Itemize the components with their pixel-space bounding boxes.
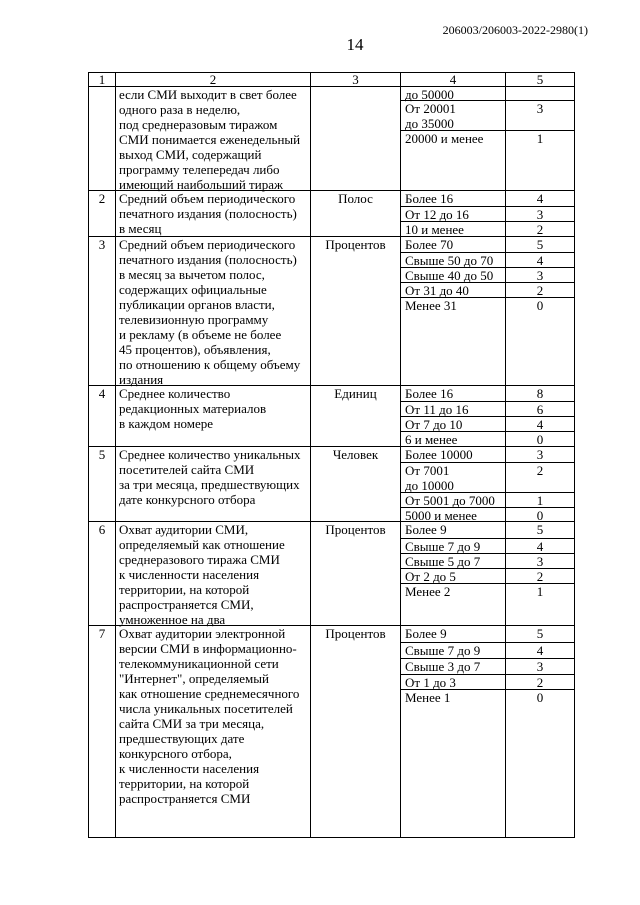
range-text: Свыше 7 до 9 xyxy=(401,643,505,659)
score-value: 3 xyxy=(506,207,574,222)
score-column xyxy=(506,626,574,837)
score-column xyxy=(506,447,574,521)
range-text: Более 9 xyxy=(401,626,505,643)
range-text: Менее 1 xyxy=(405,690,451,705)
score-value: 0 xyxy=(536,298,544,313)
table-row xyxy=(89,522,574,626)
score-value: 5 xyxy=(506,626,574,643)
score-value: 1 xyxy=(536,131,544,146)
row-number: 6 xyxy=(89,522,116,625)
table-header-row xyxy=(89,73,574,87)
row-number: 7 xyxy=(89,626,116,837)
range-text: От 1 до 3 xyxy=(401,675,505,690)
range-column xyxy=(401,626,506,837)
score-value: 4 xyxy=(506,643,574,659)
row-number: 3 xyxy=(89,237,116,385)
score-value: 1 xyxy=(536,584,544,599)
score-value: 4 xyxy=(506,191,574,207)
range-text: 10 и менее xyxy=(405,222,464,237)
score-value: 0 xyxy=(536,690,544,705)
unit-text: Процентов xyxy=(311,237,401,385)
criterion-text: Охват аудитории СМИ, определяемый как отношение среднеразового тиража СМИ к численности населения территории, на которой распространяется СМИ, умноженное на два xyxy=(116,522,311,625)
range-text: Более 9 xyxy=(401,522,505,539)
range-text: Менее 2 xyxy=(405,584,451,599)
range-column xyxy=(401,87,506,190)
table-row xyxy=(89,626,574,838)
score-value: 0 xyxy=(536,508,544,523)
range-column xyxy=(401,191,506,236)
table-row xyxy=(89,237,574,386)
score-value: 3 xyxy=(506,268,574,283)
column-5-header: 5 xyxy=(536,72,544,87)
unit-text: Процентов xyxy=(311,522,401,625)
range-text: От 7001 до 10000 xyxy=(401,463,505,493)
range-text: Свыше 50 до 70 xyxy=(401,253,505,268)
range-text: От 7 до 10 xyxy=(401,417,505,432)
unit-text xyxy=(311,87,401,190)
score-value: 3 xyxy=(506,554,574,569)
criteria-table xyxy=(88,72,575,838)
score-value: 4 xyxy=(506,417,574,432)
criterion-text: Охват аудитории электронной версии СМИ в информационно- телекоммуникационной сети "Интернет", определяемый как отношение среднемесячного числа уникальных посетителей сайта СМИ за три месяца, предшествующих дате конкурсного отбора, к численности населения территории, на которой распространяется СМИ xyxy=(116,626,311,837)
column-4-header: 4 xyxy=(401,73,506,86)
criterion-text: Средний объем периодического печатного издания (полосность) в месяц за вычетом полос, содержащих официальные публикации органов власти, телевизионную программу и рекламу (в объеме не более 45 процентов), объявления, по отношению к общему объему издания xyxy=(116,237,311,385)
score-value: 4 xyxy=(506,539,574,554)
range-text: 20000 и менее xyxy=(405,131,484,146)
score-value: 2 xyxy=(506,569,574,584)
range-text: От 20001 до 35000 xyxy=(401,101,505,131)
row-number xyxy=(89,87,116,190)
range-text: Свыше 3 до 7 xyxy=(401,659,505,675)
score-value: 1 xyxy=(506,493,574,508)
score-column xyxy=(506,191,574,236)
score-value: 4 xyxy=(506,253,574,268)
range-text: Свыше 40 до 50 xyxy=(401,268,505,283)
range-text: Более 70 xyxy=(401,237,505,253)
score-value: 2 xyxy=(536,222,544,237)
score-value: 2 xyxy=(506,463,574,493)
range-text: Более 10000 xyxy=(401,447,505,463)
table-row xyxy=(89,386,574,447)
score-column xyxy=(506,386,574,446)
criterion-text: если СМИ выходит в свет более одного раза в неделю, под среднеразовым тиражом СМИ понимается еженедельный выход СМИ, содержащий программу телепередач либо имеющий наибольший тираж xyxy=(116,87,311,190)
score-value: 5 xyxy=(506,522,574,539)
score-value: 6 xyxy=(506,402,574,417)
unit-text: Полос xyxy=(311,191,401,236)
range-text: От 12 до 16 xyxy=(401,207,505,222)
criterion-text: Среднее количество уникальных посетителей сайта СМИ за три месяца, предшествующих дате конкурсного отбора xyxy=(116,447,311,521)
unit-text: Процентов xyxy=(311,626,401,837)
score-column xyxy=(506,237,574,385)
table-row xyxy=(89,191,574,237)
range-column xyxy=(401,237,506,385)
score-value: 0 xyxy=(536,432,544,447)
table-row xyxy=(89,447,574,522)
range-text: Свыше 5 до 7 xyxy=(401,554,505,569)
score-cell xyxy=(506,87,574,101)
score-value: 2 xyxy=(506,283,574,298)
score-value: 3 xyxy=(506,447,574,463)
criterion-text: Средний объем периодического печатного издания (полосность) в месяц xyxy=(116,191,311,236)
range-text: 6 и менее xyxy=(405,432,458,447)
score-column xyxy=(506,522,574,625)
row-number: 5 xyxy=(89,447,116,521)
range-text: От 2 до 5 xyxy=(401,569,505,584)
range-text: Более 16 xyxy=(401,386,505,402)
unit-text: Человек xyxy=(311,447,401,521)
score-column xyxy=(506,87,574,190)
score-value: 5 xyxy=(506,237,574,253)
score-value: 3 xyxy=(506,659,574,675)
score-value: 8 xyxy=(506,386,574,402)
range-text: 5000 и менее xyxy=(405,508,477,523)
criterion-text: Среднее количество редакционных материалов в каждом номере xyxy=(116,386,311,446)
range-column xyxy=(401,522,506,625)
unit-text: Единиц xyxy=(311,386,401,446)
range-text: От 31 до 40 xyxy=(401,283,505,298)
range-column xyxy=(401,447,506,521)
column-1-header: 1 xyxy=(89,73,116,86)
range-text: Менее 31 xyxy=(405,298,457,313)
row-number: 2 xyxy=(89,191,116,236)
range-text: до 50000 xyxy=(401,87,505,101)
row-number: 4 xyxy=(89,386,116,446)
range-text: Свыше 7 до 9 xyxy=(401,539,505,554)
range-text: От 11 до 16 xyxy=(401,402,505,417)
range-text: От 5001 до 7000 xyxy=(401,493,505,508)
document-id: 206003/206003-2022-2980(1) xyxy=(442,23,588,37)
score-value: 2 xyxy=(506,675,574,690)
page-number: 14 xyxy=(346,35,364,54)
column-3-header: 3 xyxy=(311,73,401,86)
score-value: 3 xyxy=(506,101,574,131)
range-text: Более 16 xyxy=(401,191,505,207)
table-row xyxy=(89,87,574,191)
range-column xyxy=(401,386,506,446)
column-2-header: 2 xyxy=(116,73,311,86)
